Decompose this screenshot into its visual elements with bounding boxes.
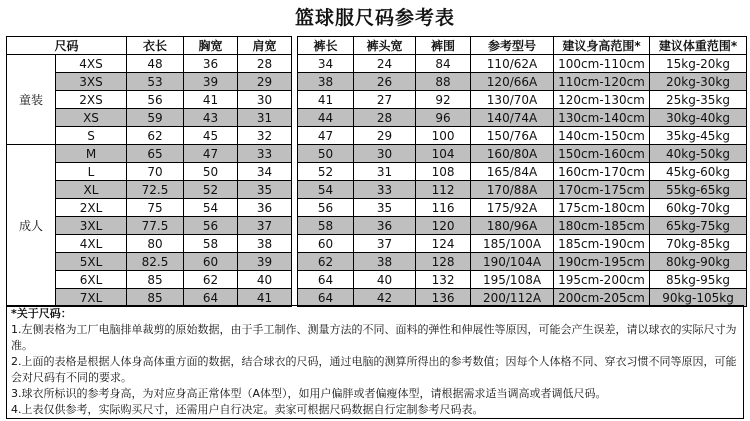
size-cell: 140/74A <box>471 109 554 127</box>
size-cell: 62 <box>298 253 354 271</box>
size-cell: 37 <box>238 217 292 235</box>
size-cell: 32 <box>238 127 292 145</box>
header-reference-model: 参考型号 <box>471 37 554 55</box>
size-cell: 54 <box>298 181 354 199</box>
size-cell: 34 <box>298 55 354 73</box>
size-cell: 104 <box>416 145 471 163</box>
size-cell: 4XS <box>56 55 127 73</box>
size-cell: 27 <box>354 91 416 109</box>
header-pants-length: 裤长 <box>298 37 354 55</box>
size-cell: 128 <box>416 253 471 271</box>
size-cell: 37 <box>354 235 416 253</box>
size-cell: 150cm-160cm <box>554 145 650 163</box>
size-cell: 70 <box>127 163 184 181</box>
size-cell: 165/84A <box>471 163 554 181</box>
size-cell: 52 <box>298 163 354 181</box>
size-cell: 40kg-50kg <box>650 145 747 163</box>
size-cell: 40 <box>354 271 416 289</box>
size-cell: 6XL <box>56 271 127 289</box>
size-row <box>7 217 747 235</box>
size-cell: 58 <box>184 235 238 253</box>
size-cell: 100 <box>416 127 471 145</box>
size-row <box>7 235 747 253</box>
size-cell: 60kg-70kg <box>650 199 747 217</box>
header-height-range: 建议身高范围* <box>554 37 650 55</box>
size-cell: 38 <box>298 73 354 91</box>
size-cell: 180/96A <box>471 217 554 235</box>
size-cell: 64 <box>184 289 238 307</box>
size-cell: 175/92A <box>471 199 554 217</box>
size-row <box>7 181 747 199</box>
page-title: 篮球服尺码参考表 <box>294 7 455 29</box>
size-cell: 60 <box>184 253 238 271</box>
size-cell: 2XL <box>56 199 127 217</box>
note-item: 3.球衣所标识的参考身高，为对应身高正常体型（A体型），如用户偏胖或者偏瘦体型，请根据需求适当调高或者调低尺码。 <box>11 387 607 400</box>
size-cell: 58 <box>298 217 354 235</box>
size-cell: 41 <box>298 91 354 109</box>
size-cell: 47 <box>298 127 354 145</box>
size-cell: 48 <box>127 55 184 73</box>
size-cell: 28 <box>354 109 416 127</box>
size-cell: 26 <box>354 73 416 91</box>
size-cell: 20kg-30kg <box>650 73 747 91</box>
notes-heading: *关于尺码： <box>11 307 72 320</box>
size-cell: 56 <box>184 217 238 235</box>
size-row <box>7 253 747 271</box>
note-item: 2.上面的表格是根据人体身高体重方面的数据，结合球衣的尺码，通过电脑的测算所得出的参考数值；因每个人体格不同、穿衣习惯不同等原因，可能会对尺码有不同的要求。 <box>11 355 737 384</box>
notes-box <box>6 305 744 419</box>
size-cell: 62 <box>184 271 238 289</box>
note-item: 4.上表仅供参考，实际购买尺寸，还需用户自行决定。卖家可根据尺码数据自行定制参考尺码表。 <box>11 403 484 416</box>
size-cell: 7XL <box>56 289 127 307</box>
size-cell: 38 <box>354 253 416 271</box>
size-cell: 185cm-190cm <box>554 235 650 253</box>
header-row <box>7 37 747 55</box>
size-cell: 136 <box>416 289 471 307</box>
size-cell: 112 <box>416 181 471 199</box>
size-cell: M <box>56 145 127 163</box>
size-row <box>7 271 747 289</box>
size-cell: 28 <box>238 55 292 73</box>
size-cell: 120cm-130cm <box>554 91 650 109</box>
size-cell: XS <box>56 109 127 127</box>
size-cell: 35 <box>238 181 292 199</box>
size-cell: 130cm-140cm <box>554 109 650 127</box>
size-cell: 56 <box>298 199 354 217</box>
size-cell: L <box>56 163 127 181</box>
size-cell: 47 <box>184 145 238 163</box>
size-cell: 31 <box>238 109 292 127</box>
size-cell: 25kg-35kg <box>650 91 747 109</box>
size-cell: 54 <box>184 199 238 217</box>
size-cell: 45 <box>184 127 238 145</box>
size-cell: 60 <box>298 235 354 253</box>
size-cell: 175cm-180cm <box>554 199 650 217</box>
size-cell: 2XS <box>56 91 127 109</box>
size-cell: 38 <box>238 235 292 253</box>
size-cell: 85 <box>127 289 184 307</box>
size-cell: 53 <box>127 73 184 91</box>
header-shoulder: 肩宽 <box>238 37 292 55</box>
size-cell: 200/112A <box>471 289 554 307</box>
size-row <box>7 127 747 145</box>
header-hip: 裤围 <box>416 37 471 55</box>
size-cell: 124 <box>416 235 471 253</box>
size-cell: 56 <box>127 91 184 109</box>
size-cell: 29 <box>238 73 292 91</box>
size-cell: 140cm-150cm <box>554 127 650 145</box>
size-cell: 88 <box>416 73 471 91</box>
size-cell: 160cm-170cm <box>554 163 650 181</box>
size-cell: 110/62A <box>471 55 554 73</box>
size-cell: 41 <box>238 289 292 307</box>
size-cell: 90kg-105kg <box>650 289 747 307</box>
header-waist-width: 裤头宽 <box>354 37 416 55</box>
size-cell: 100cm-110cm <box>554 55 650 73</box>
size-cell: 72.5 <box>127 181 184 199</box>
size-cell: 36 <box>184 55 238 73</box>
size-cell: 3XL <box>56 217 127 235</box>
size-cell: 96 <box>416 109 471 127</box>
size-cell: 170/88A <box>471 181 554 199</box>
size-cell: 92 <box>416 91 471 109</box>
size-cell: 42 <box>354 289 416 307</box>
size-cell: 132 <box>416 271 471 289</box>
size-cell: 39 <box>238 253 292 271</box>
size-cell: 82.5 <box>127 253 184 271</box>
size-cell: 52 <box>184 181 238 199</box>
size-cell: 24 <box>354 55 416 73</box>
size-cell: 34 <box>238 163 292 181</box>
size-cell: 65kg-75kg <box>650 217 747 235</box>
size-cell: 64 <box>298 271 354 289</box>
header-length: 衣长 <box>127 37 184 55</box>
size-cell: 180cm-185cm <box>554 217 650 235</box>
size-cell: 35kg-45kg <box>650 127 747 145</box>
size-cell: 30kg-40kg <box>650 109 747 127</box>
size-cell: 170cm-175cm <box>554 181 650 199</box>
size-cell: 110cm-120cm <box>554 73 650 91</box>
size-cell: 116 <box>416 199 471 217</box>
header-size: 尺码 <box>7 37 127 55</box>
size-cell: 45kg-60kg <box>650 163 747 181</box>
size-cell: 84 <box>416 55 471 73</box>
size-row <box>7 163 747 181</box>
size-cell: 5XL <box>56 253 127 271</box>
size-cell: 77.5 <box>127 217 184 235</box>
size-cell: 62 <box>127 127 184 145</box>
size-cell: 64 <box>298 289 354 307</box>
size-row <box>7 289 747 307</box>
size-row <box>7 109 747 127</box>
size-cell: 41 <box>184 91 238 109</box>
size-cell: 33 <box>238 145 292 163</box>
size-cell: 150/76A <box>471 127 554 145</box>
size-cell: 36 <box>354 217 416 235</box>
size-cell: 31 <box>354 163 416 181</box>
size-cell: 190/104A <box>471 253 554 271</box>
size-cell: 29 <box>354 127 416 145</box>
size-cell: 39 <box>184 73 238 91</box>
size-cell: 160/80A <box>471 145 554 163</box>
size-row <box>7 199 747 217</box>
size-cell: 40 <box>238 271 292 289</box>
size-cell: 3XS <box>56 73 127 91</box>
note-item: 1.左侧表格为工厂电脑排单裁剪的原始数据，由于手工制作、测量方法的不同、面料的弹性和伸展性等原因，可能会产生误差，请以球衣的实际尺寸为准。 <box>11 323 737 352</box>
size-cell: 120 <box>416 217 471 235</box>
size-cell: 30 <box>354 145 416 163</box>
size-row <box>7 55 747 73</box>
size-cell: 33 <box>354 181 416 199</box>
size-cell: 59 <box>127 109 184 127</box>
size-cell: 75 <box>127 199 184 217</box>
size-cell: 4XL <box>56 235 127 253</box>
size-row <box>7 73 747 91</box>
size-cell: S <box>56 127 127 145</box>
size-cell: 190cm-195cm <box>554 253 650 271</box>
group-label: 成人 <box>7 145 56 307</box>
size-cell: 43 <box>184 109 238 127</box>
size-cell: 55kg-65kg <box>650 181 747 199</box>
size-cell: 85 <box>127 271 184 289</box>
size-cell: XL <box>56 181 127 199</box>
group-label: 童装 <box>7 55 56 145</box>
size-cell: 120/66A <box>471 73 554 91</box>
size-cell: 36 <box>238 199 292 217</box>
size-cell: 85kg-95kg <box>650 271 747 289</box>
size-cell: 15kg-20kg <box>650 55 747 73</box>
size-row <box>7 91 747 109</box>
size-cell: 50 <box>184 163 238 181</box>
size-cell: 80 <box>127 235 184 253</box>
size-cell: 195/108A <box>471 271 554 289</box>
header-chest: 胸宽 <box>184 37 238 55</box>
size-cell: 130/70A <box>471 91 554 109</box>
size-cell: 108 <box>416 163 471 181</box>
size-cell: 70kg-85kg <box>650 235 747 253</box>
size-cell: 185/100A <box>471 235 554 253</box>
size-cell: 195cm-200cm <box>554 271 650 289</box>
size-chart-table <box>6 36 747 307</box>
size-cell: 80kg-90kg <box>650 253 747 271</box>
size-row <box>7 145 747 163</box>
size-cell: 200cm-205cm <box>554 289 650 307</box>
size-cell: 44 <box>298 109 354 127</box>
size-cell: 35 <box>354 199 416 217</box>
size-cell: 30 <box>238 91 292 109</box>
size-cell: 65 <box>127 145 184 163</box>
size-cell: 50 <box>298 145 354 163</box>
header-weight-range: 建议体重范围* <box>650 37 747 55</box>
